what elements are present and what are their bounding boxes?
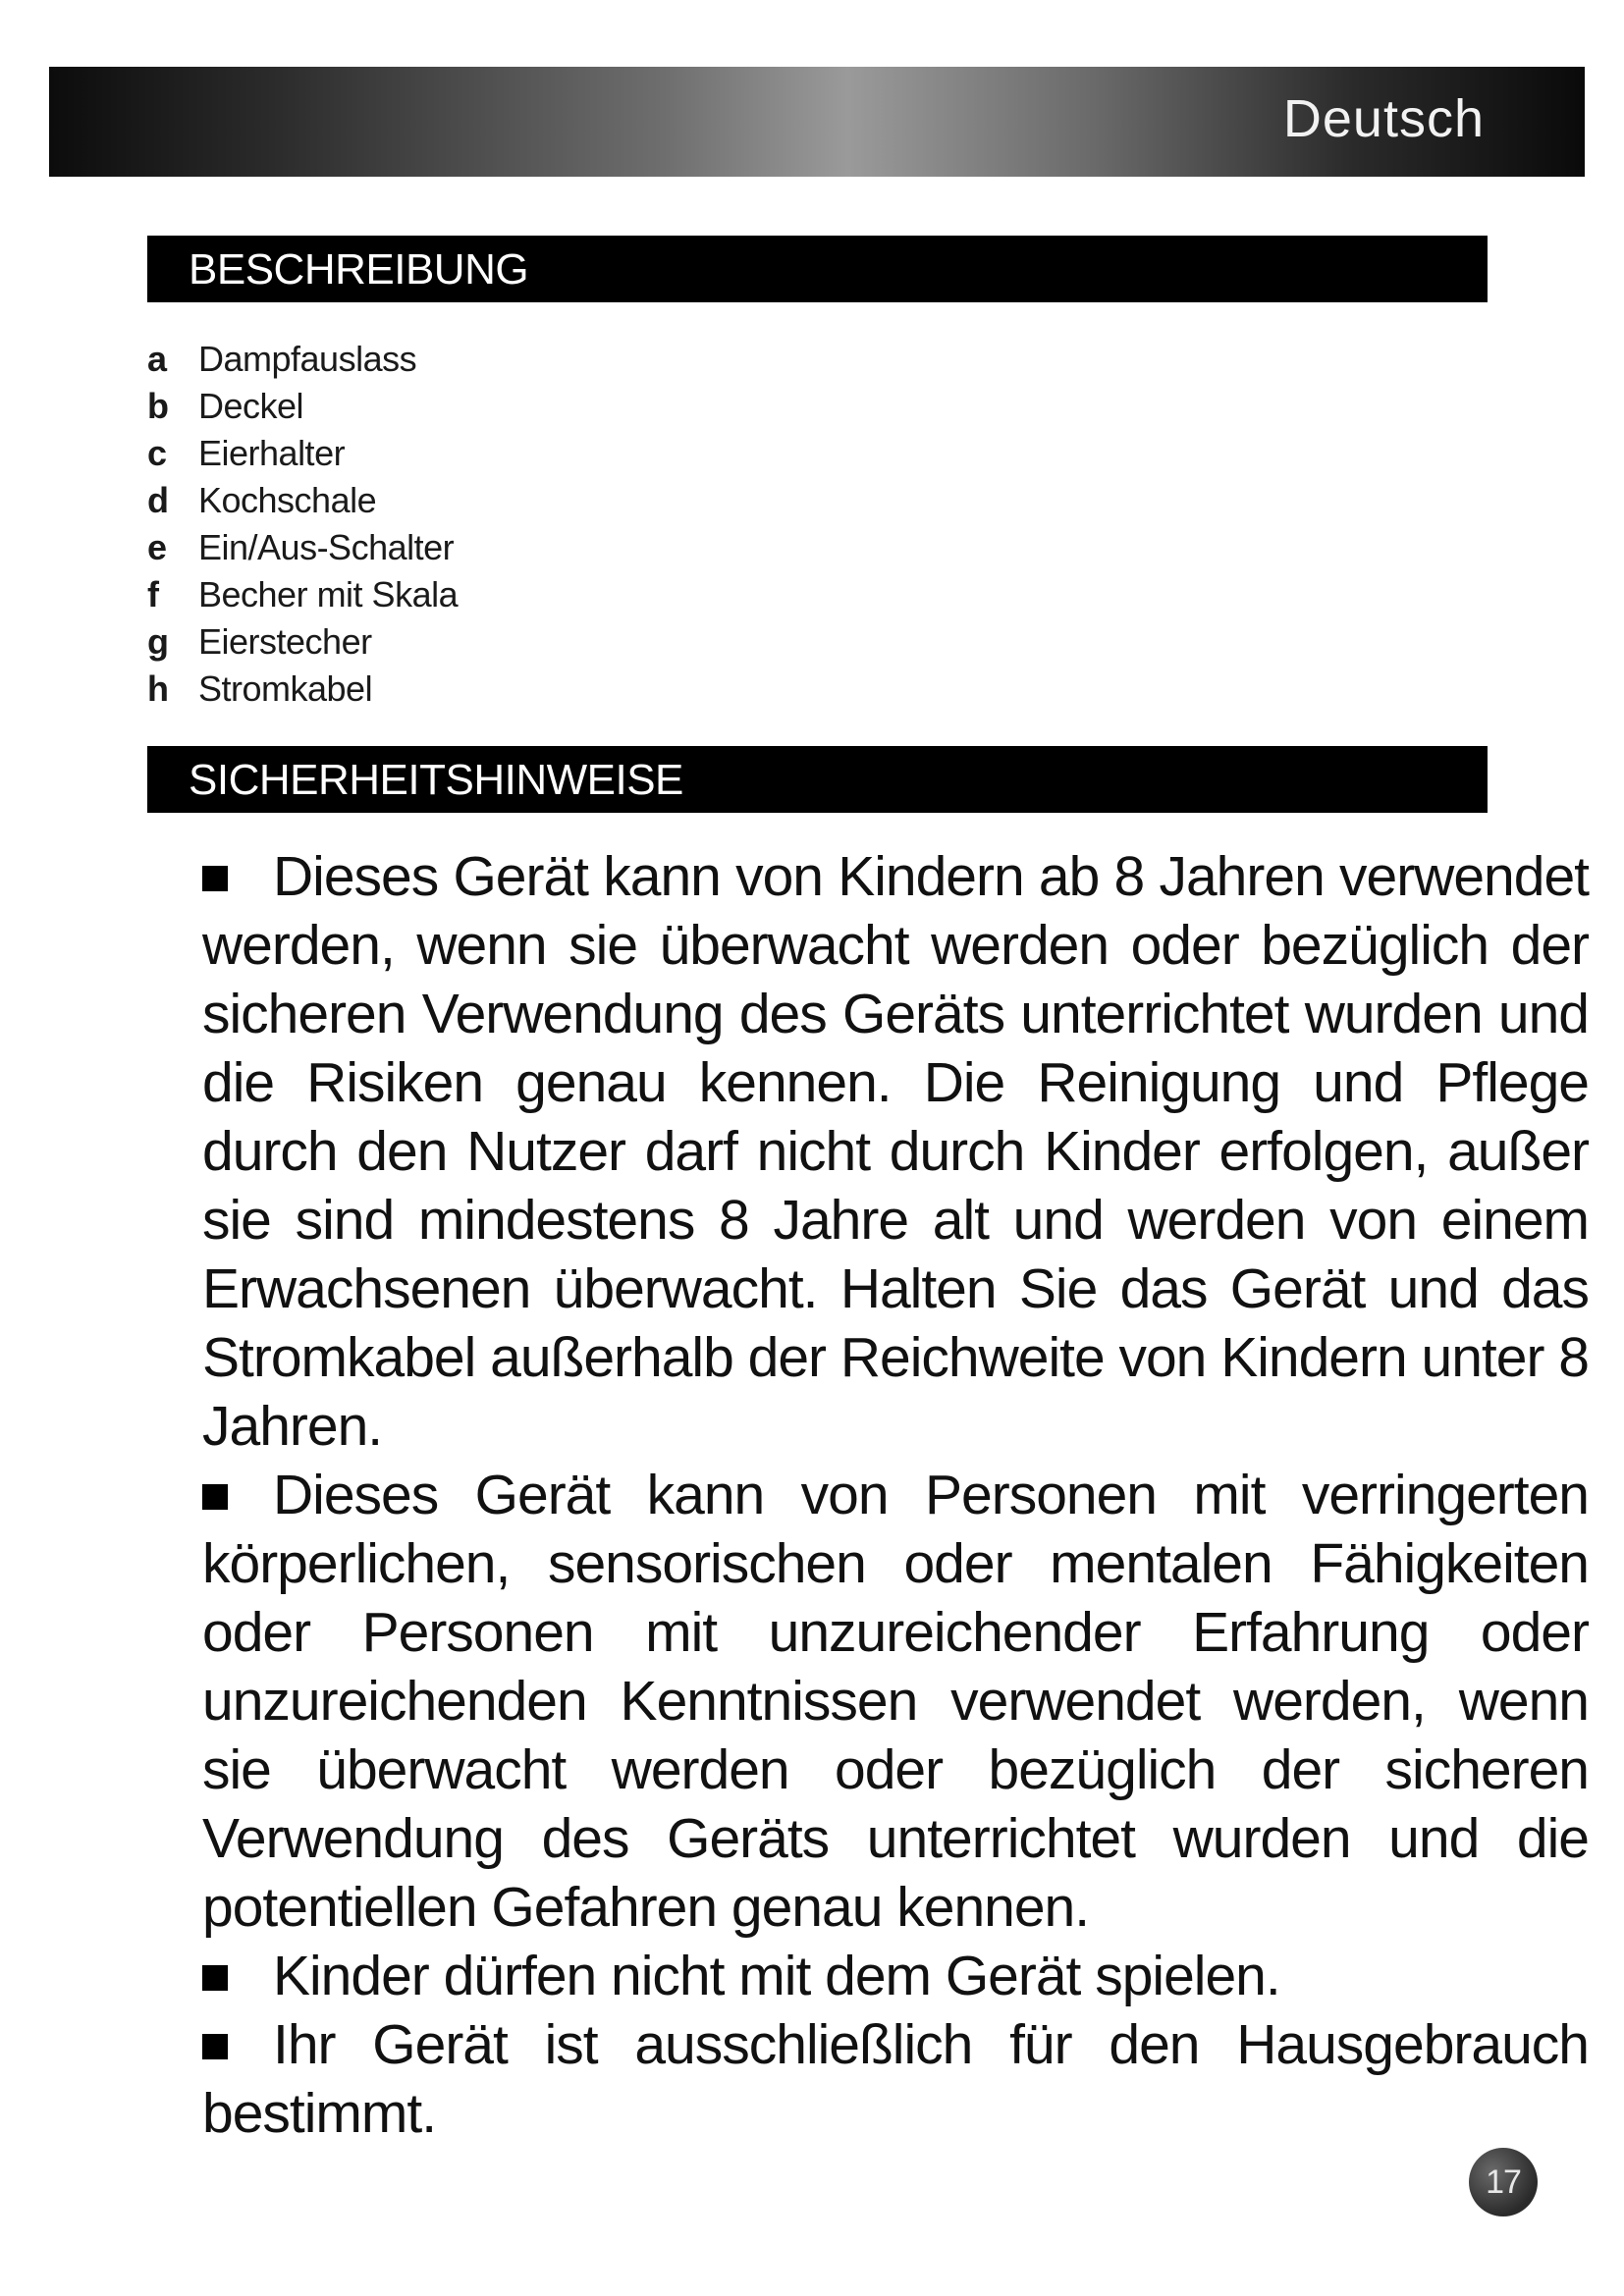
part-label: Dampfauslass <box>198 339 417 379</box>
square-bullet-icon <box>202 866 228 891</box>
part-letter: g <box>147 621 169 662</box>
square-bullet-icon <box>202 2034 228 2059</box>
section-header-description <box>147 236 1488 302</box>
safety-note-text: Dieses Gerät kann von Personen mit verringerten körperlichen, sensorischen oder mentalen Fähigkeiten oder Personen mit unzureichender Erfahrung oder unzureichenden Kenntnissen verwendet werden, wenn sie überwacht werden oder bezüglich der sicheren Verwendung des Geräts unterrichtet wurden und die potentiellen Gefahren genau kennen. <box>202 1464 1589 1939</box>
page-number: 17 <box>1486 2163 1521 2201</box>
list-item <box>147 618 458 666</box>
safety-note <box>202 2010 1589 2148</box>
part-label: Deckel <box>198 386 304 426</box>
safety-notes <box>202 842 1589 2148</box>
list-item <box>147 666 458 713</box>
part-letter: b <box>147 386 169 426</box>
list-item <box>147 336 458 383</box>
language-label: Deutsch <box>1282 89 1485 148</box>
part-letter: h <box>147 668 169 709</box>
safety-note-text: Dieses Gerät kann von Kindern ab 8 Jahren verwendet werden, wenn sie überwacht werden oder bezüglich der sicheren Verwendung des Geräts unterrichtet wurden und die Risiken genau kennen. Die Reinigung und Pflege durch den Nutzer darf nicht durch Kinder erfolgen, außer sie sind mindestens 8 Jahre alt und werden von einem Erwachsenen überwacht. Halten Sie das Gerät und das Stromkabel außerhalb der Reichweite von Kindern unter 8 Jahren. <box>202 845 1589 1458</box>
list-item <box>147 571 458 618</box>
part-letter: a <box>147 339 167 379</box>
square-bullet-icon <box>202 1965 228 1991</box>
part-label: Eierhalter <box>198 433 346 473</box>
part-label: Ein/Aus-Schalter <box>198 527 455 567</box>
list-item <box>147 430 458 477</box>
part-letter: d <box>147 480 169 520</box>
page-number-badge <box>1469 2148 1538 2216</box>
list-item <box>147 383 458 430</box>
section-header-safety <box>147 746 1488 813</box>
part-letter: f <box>147 574 159 614</box>
parts-list <box>147 336 458 713</box>
part-letter: e <box>147 527 167 567</box>
safety-note-text: Kinder dürfen nicht mit dem Gerät spielen. <box>273 1945 1280 2007</box>
safety-note <box>202 1461 1589 1942</box>
safety-note <box>202 842 1589 1461</box>
language-header-bar <box>49 67 1585 177</box>
section-title-safety: SICHERHEITSHINWEISE <box>189 756 683 804</box>
safety-note <box>202 1942 1589 2010</box>
section-title-description: BESCHREIBUNG <box>189 245 529 294</box>
list-item <box>147 524 458 571</box>
part-label: Eierstecher <box>198 621 372 662</box>
part-label: Becher mit Skala <box>198 574 459 614</box>
part-letter: c <box>147 433 167 473</box>
part-label: Stromkabel <box>198 668 373 709</box>
list-item <box>147 477 458 524</box>
part-label: Kochschale <box>198 480 377 520</box>
safety-note-text: Ihr Gerät ist ausschließlich für den Hausgebrauch bestimmt. <box>202 2013 1589 2145</box>
square-bullet-icon <box>202 1484 228 1510</box>
